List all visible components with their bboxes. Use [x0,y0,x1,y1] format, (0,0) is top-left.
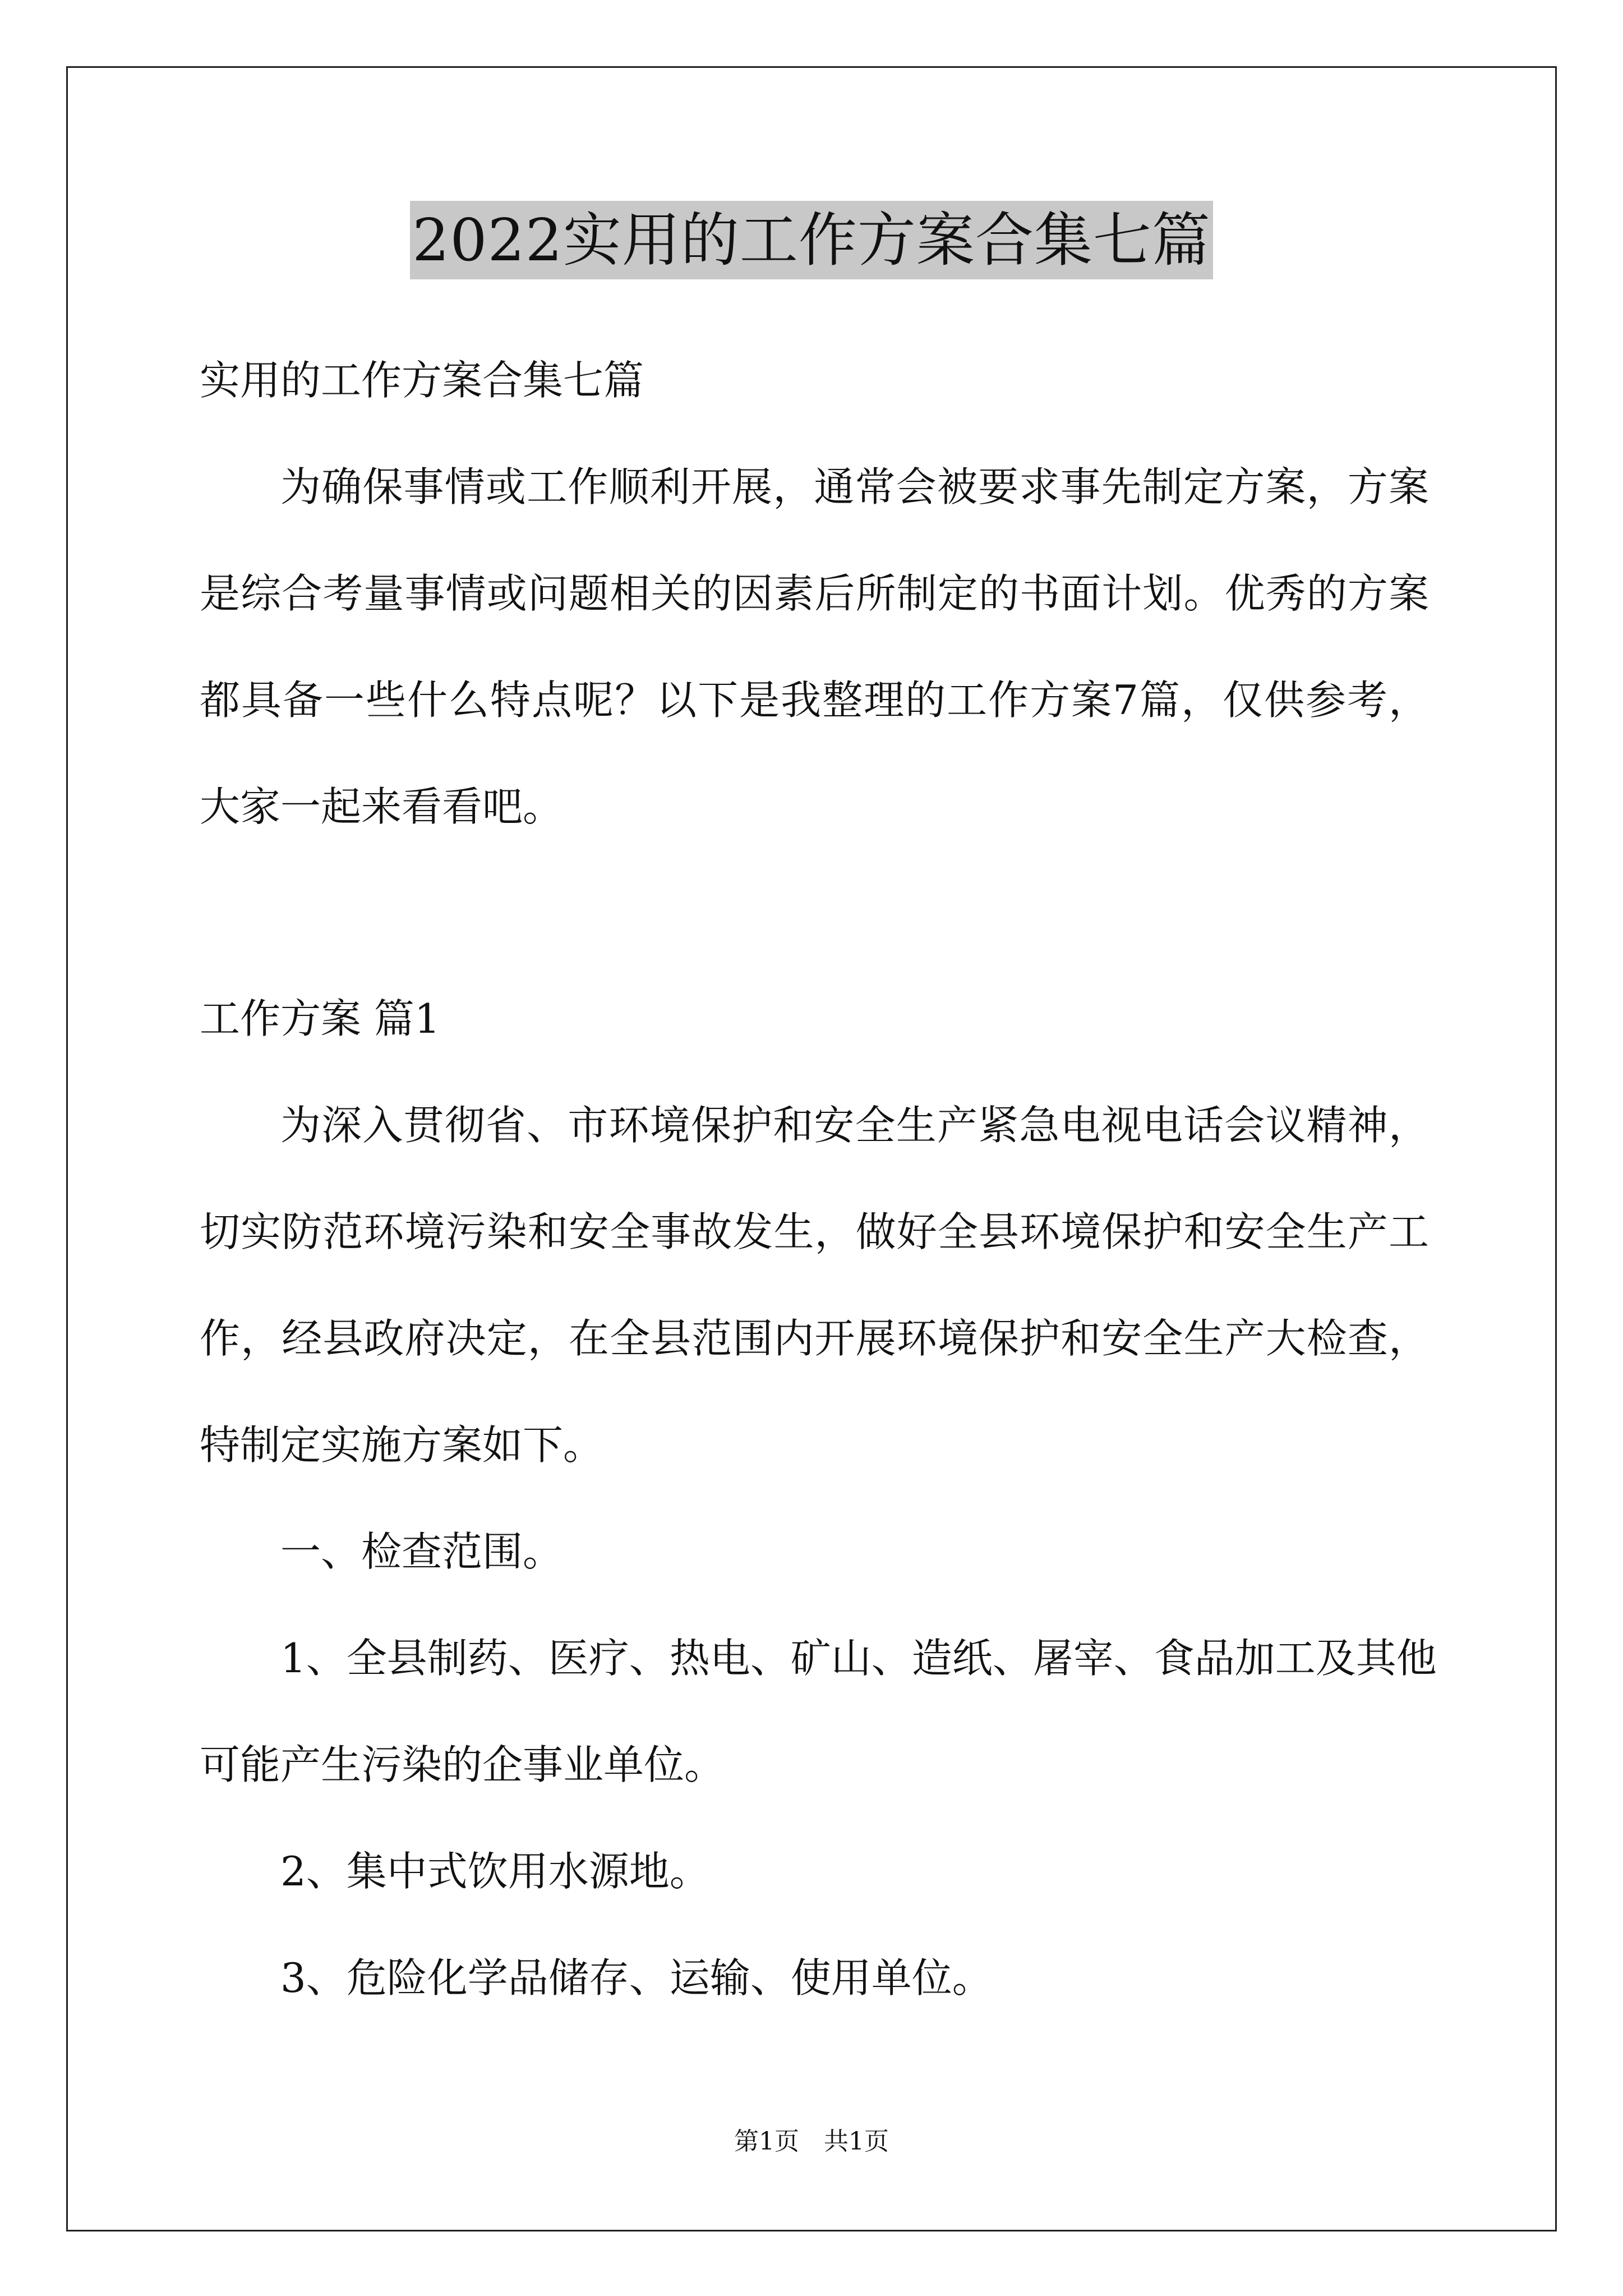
list-item: 1、全县制药、医疗、热电、矿山、造纸、屠宰、食品加工及其他 [280,1635,1437,1682]
intro-paragraph-line: 大家一起来看看吧。 [200,783,564,830]
document-title [0,201,1623,279]
intro-paragraph-line: 是综合考量事情或问题相关的因素后所制定的书面计划。优秀的方案 [200,570,1429,617]
body-paragraph-line: 为深入贯彻省、市环境保护和安全生产紧急电视电话会议精神， [280,1102,1429,1149]
list-item: 3、危险化学品储存、运输、使用单位。 [280,1954,993,2001]
document-title-text: 2022实用的工作方案合集七篇 [410,201,1213,279]
page-footer: 第1页 共1页 [734,2127,889,2156]
list-item-continuation: 可能产生污染的企事业单位。 [200,1741,725,1788]
list-item: 2、集中式饮用水源地。 [280,1848,710,1895]
scope-heading: 一、检查范围。 [280,1528,564,1575]
intro-paragraph-line: 为确保事情或工作顺利开展，通常会被要求事先制定方案，方案 [280,463,1429,510]
body-paragraph-line: 切实防范环境污染和安全事故发生，做好全县环境保护和安全生产工 [200,1208,1429,1255]
body-paragraph-line: 特制定实施方案如下。 [200,1421,604,1469]
body-paragraph-line: 作，经县政府决定，在全县范围内开展环境保护和安全生产大检查， [200,1315,1429,1362]
intro-paragraph-line: 都具备一些什么特点呢？以下是我整理的工作方案7篇，仅供参考， [200,677,1429,724]
section-heading: 工作方案 篇1 [200,995,440,1042]
document-subtitle: 实用的工作方案合集七篇 [200,357,644,404]
